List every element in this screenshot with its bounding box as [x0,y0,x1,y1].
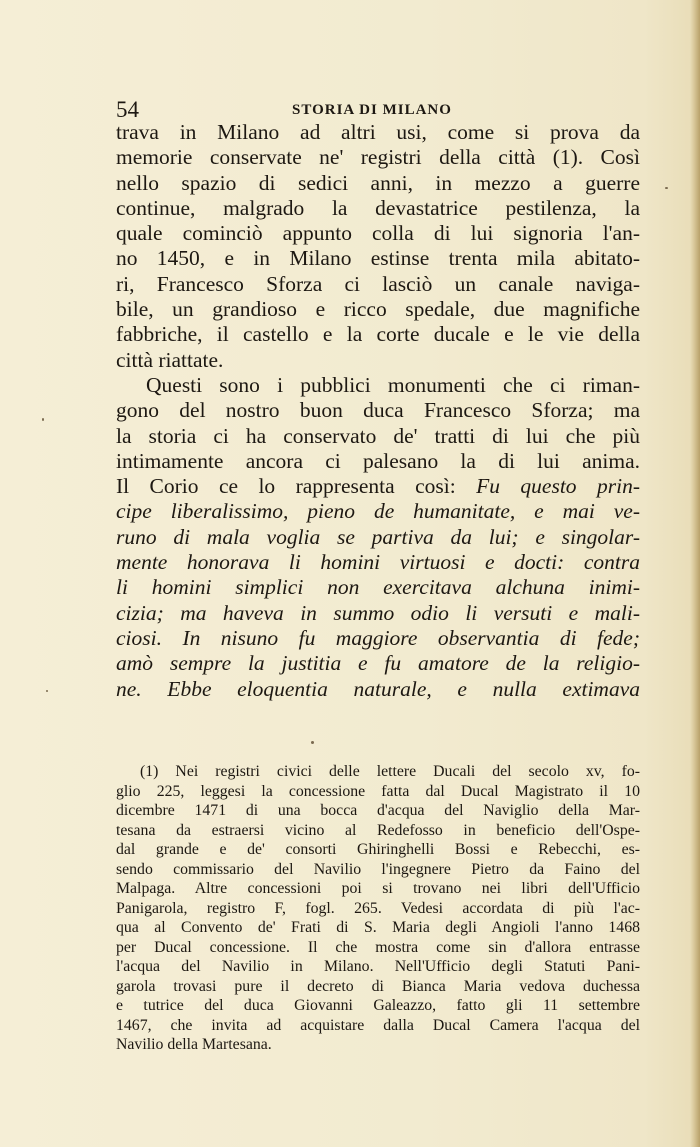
text-line: no 1450, e in Milano estinse trenta mila abitato- [116,246,640,271]
text-line: ri, Francesco Sforza ci lasciò un canale naviga- [116,271,640,296]
footnote [116,762,640,1055]
text-line: runo di mala voglia se partiva da lui; e singolar- [116,524,640,549]
footnote-line: 1467, che invita ad acquistare dalla Ducal Camera l'acqua del [116,1016,640,1034]
text-line: ciosi. In nisuno fu maggiore observantia di fede; [116,625,640,650]
text-line: intimamente ancora ci palesano la di lui anima. [116,448,640,473]
running-head: STORIA DI MILANO [292,102,452,118]
text-line [116,474,640,499]
text-span-roman: Il Corio ce lo rappresenta così: [116,474,477,499]
footnote-line: (1) Nei registri civici delle lettere Ducali del secolo xv, fo- [140,763,640,780]
text-line: li homini simplici non exercitava alchuna inimi- [116,575,640,600]
footnote-line: glio 225, leggesi la concessione fatta dal Ducal Magistrato il 10 [116,782,640,800]
ink-speck [311,741,314,744]
footnote-line: sendo commissario del Navilio l'ingegnere Pietro da Faino del [116,860,640,878]
text-line: amò sempre la justitia e fu amatore de la religio- [116,651,640,676]
text-line: cipe liberalissimo, pieno de humanitate, e mai ve- [116,499,640,524]
text-line: mente honorava li homini virtuosi e docti: contra [116,550,640,575]
footnote-line: dal grande e de' consorti Ghiringhelli Bossi e Rebecchi, es- [116,841,640,858]
footnote-line: tesana da estraersi vicino al Redefosso in beneficio dell'Ospe- [116,821,640,839]
text-line: fabbriche, il castello e la corte ducale e le vie della [116,322,640,347]
text-line: quale cominciò appunto colla di lui signoria l'an- [116,221,640,246]
footnote-line: Panigarola, registro F, fogl. 265. Vedesi accordata di più l'ac- [116,899,640,917]
text-line: trava in Milano ad altri usi, come si prova da [116,120,640,144]
text-line: cizia; ma haveva in summo odio li versuti e mali- [116,600,640,625]
text-line: memorie conservate ne' registri della città (1). Così [116,145,640,170]
text-line: nello spazio di sedici anni, in mezzo a guerre [116,170,640,195]
text-span-italic: Fu questo prin- [476,474,640,499]
page-number: 54 [116,97,139,122]
footnote-line: qua al Convento de' Frati di S. Maria degli Angioli l'anno 1468 [116,919,640,936]
footnote-line: dicembre 1471 di una bocca d'acqua del Naviglio della Mar- [116,802,640,819]
text-line: città riattate. [116,347,224,372]
text-line: continue, malgrado la devastatrice pestilenza, la [116,195,640,220]
footnote-line: e tutrice del duca Giovanni Galeazzo, fatto gli 11 settembre [116,997,640,1014]
page-edge-shadow [690,0,700,1147]
text-line: gono del nostro buon duca Francesco Sforza; ma [116,398,640,423]
footnote-line: l'acqua del Navilio in Milano. Nell'Ufficio degli Statuti Pani- [116,958,640,975]
text-line: ne. Ebbe eloquentia naturale, e nulla extimava [116,676,640,701]
footnote-line: Malpaga. Altre concessioni poi si trovano nei libri dell'Ufficio [116,880,640,897]
ink-speck [46,690,48,692]
text-line: la storia ci ha conservato de' tratti di lui che più [116,423,640,448]
main-text [116,120,640,702]
text-line: Questi sono i pubblici monumenti che ci riman- [146,372,640,397]
footnote-line: garola trovasi pure il decreto di Bianca Maria vedova duchessa [116,977,640,995]
ink-speck [665,187,668,189]
ink-speck [42,418,44,421]
footnote-line: per Ducal concessione. Il che mostra come sin d'allora entrasse [116,938,640,956]
text-line: bile, un grandioso e ricco spedale, due magnifiche [116,297,640,322]
footnote-line: Navilio della Martesana. [116,1036,272,1053]
